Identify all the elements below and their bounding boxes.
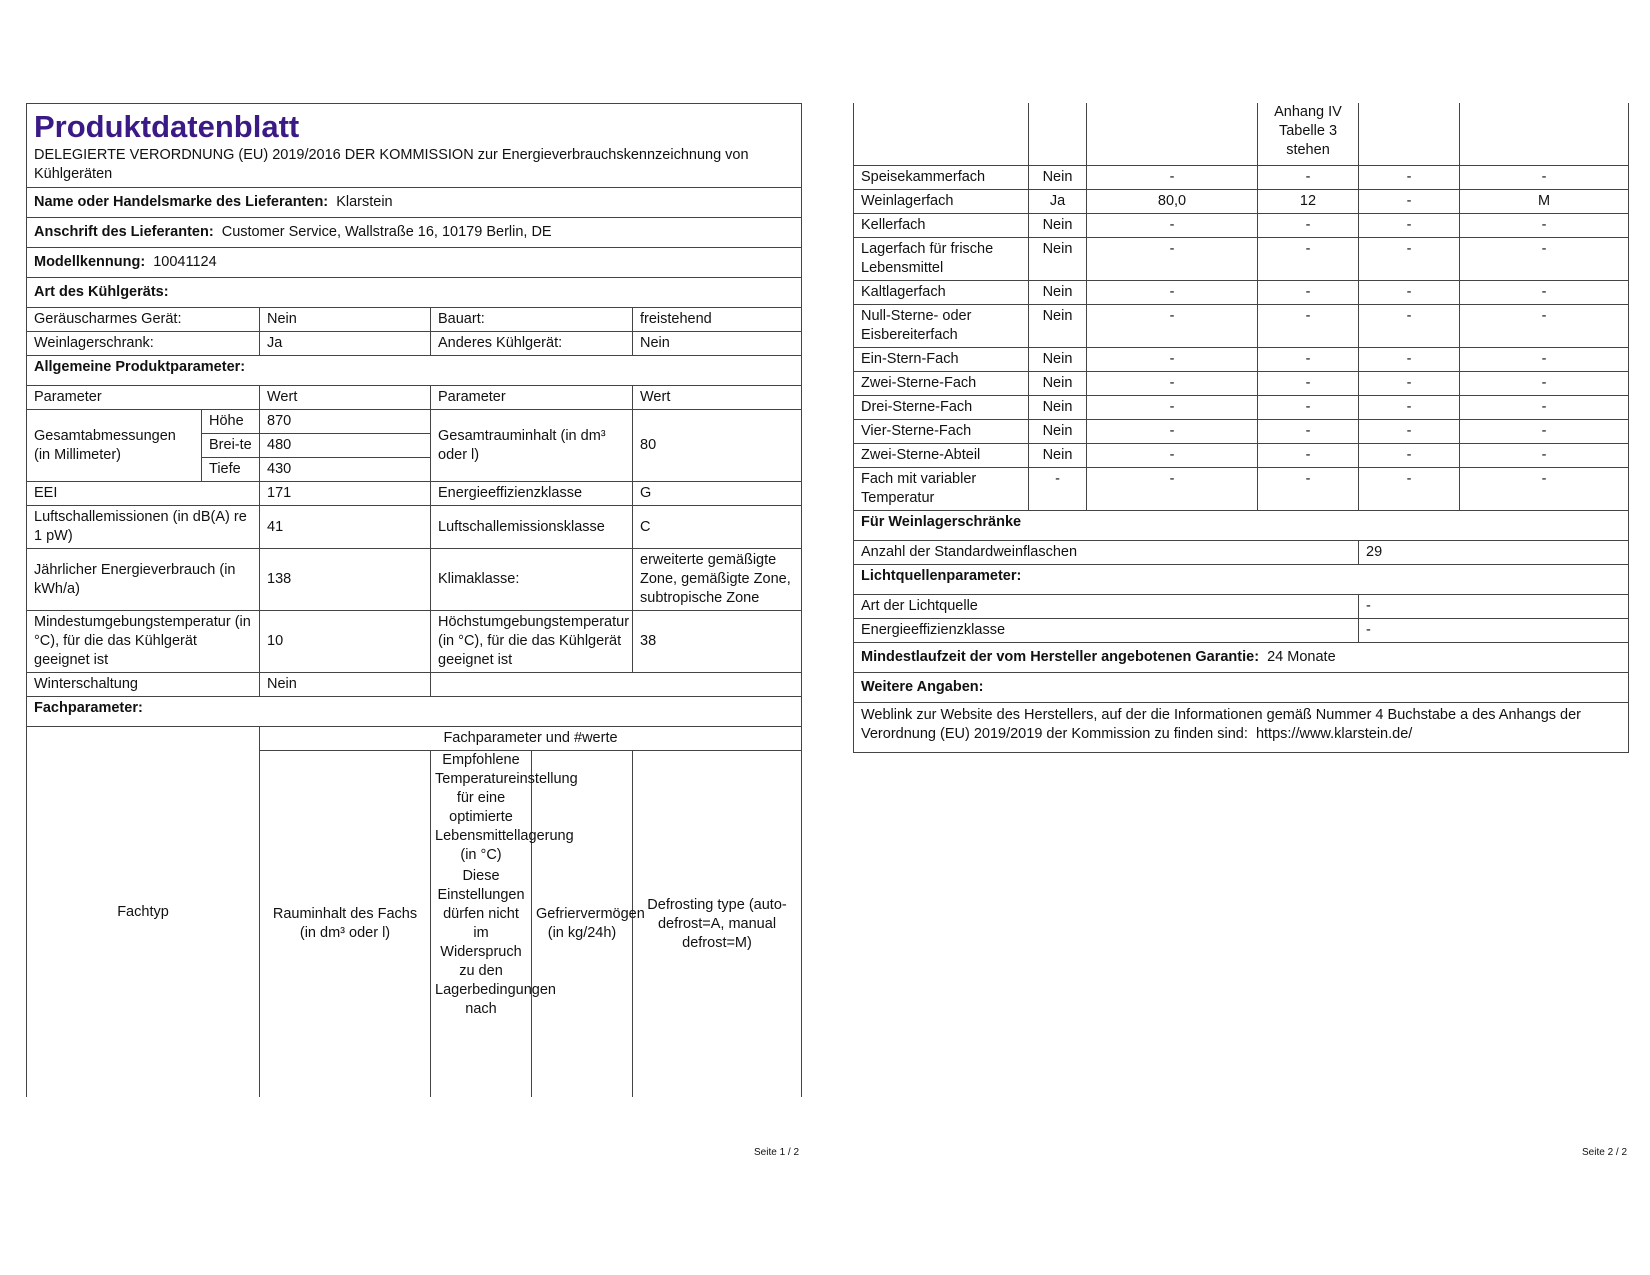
compartment-name: Speisekammerfach [854,166,1029,190]
model-label: Modellkennung: [34,254,146,270]
compartment-freezing-capacity: - [1359,214,1460,238]
compartment-row [854,214,1629,238]
warranty-label: Mindestlaufzeit der vom Hersteller angebotenen Garantie: [861,649,1260,665]
light-section-heading: Lichtquellenparameter: [854,565,1629,595]
compartment-temp: - [1258,214,1359,238]
winter-switch-label: Winterschaltung [27,673,260,697]
compartment-temp: - [1258,166,1359,190]
compartment-defrost-type: - [1460,214,1629,238]
compartment-freezing-capacity: - [1359,468,1460,511]
noise-value: 41 [260,506,431,549]
compartment-defrost-type: M [1460,190,1629,214]
compartment-volume: - [1087,396,1258,420]
compartment-rows [854,166,1629,511]
light-energy-class-label: Energieeffizienzklasse [854,619,1359,643]
light-energy-class-value: - [1359,619,1629,643]
compartment-volume: - [1087,468,1258,511]
compartment-name: Kellerfach [854,214,1029,238]
compartment-freezing-capacity: - [1359,348,1460,372]
depth-label: Tiefe [202,458,260,482]
compartment-row [854,468,1629,511]
height-label: Höhe [202,410,260,434]
page-1 [26,103,801,1097]
compartment-defrost-type: - [1460,468,1629,511]
wine-cabinet-value: Ja [260,332,431,356]
low-noise-label: Geräuscharmes Gerät: [27,308,260,332]
total-volume-label: Gesamtrauminhalt (in dm³ oder l) [431,410,633,482]
compartment-temp: - [1258,372,1359,396]
min-ambient-temp-value: 10 [260,611,431,673]
compartment-freezing-capacity: - [1359,166,1460,190]
compartment-temp: - [1258,420,1359,444]
page-number-2: Seite 2 / 2 [1582,1147,1628,1158]
col-header-parameter: Parameter [27,386,260,410]
model-value: 10041124 [153,254,217,270]
compartment-defrost-type: - [1460,305,1629,348]
compartment-present: Nein [1029,214,1087,238]
compartment-volume: - [1087,348,1258,372]
compartment-row [854,190,1629,214]
compartment-defrost-type: - [1460,372,1629,396]
supplier-address-label: Anschrift des Lieferanten: [34,224,214,240]
max-ambient-temp-label: Höchstumgebungstemperatur (in °C), für die das Kühlgerät geeignet ist [431,611,633,673]
winter-switch-value: Nein [260,673,431,697]
wine-bottles-value: 29 [1359,541,1629,565]
compartment-defrost-type: - [1460,444,1629,468]
warranty-value: 24 Monate [1267,649,1336,665]
compartment-volume: - [1087,281,1258,305]
compartment-row [854,444,1629,468]
compartment-row [854,396,1629,420]
climate-class-label: Klimaklasse: [431,549,633,611]
light-type-value: - [1359,595,1629,619]
datasheet-table-page1 [26,103,802,1097]
supplier-name-label: Name oder Handelsmarke des Lieferanten: [34,194,329,210]
compartment-temp: - [1258,348,1359,372]
compartment-present: Nein [1029,238,1087,281]
dimensions-label: Gesamtabmessungen (in Millimeter) [27,410,202,482]
compartment-volume: - [1087,214,1258,238]
compartment-freezing-capacity: - [1359,281,1460,305]
wine-cabinet-label: Weinlagerschrank: [27,332,260,356]
width-value: 480 [260,434,431,458]
eei-value: 171 [260,482,431,506]
compartment-row [854,305,1629,348]
compartment-row [854,166,1629,190]
total-volume-value: 80 [633,410,802,482]
compartment-name: Ein-Stern-Fach [854,348,1029,372]
compartment-present: Nein [1029,348,1087,372]
compartment-defrost-type: - [1460,166,1629,190]
compartment-temp: - [1258,468,1359,511]
compartment-present: Nein [1029,305,1087,348]
page-2 [853,103,1628,753]
compartment-temp: - [1258,305,1359,348]
compartment-name: Kaltlagerfach [854,281,1029,305]
supplier-name-value: Klarstein [336,194,393,210]
compartment-volume: - [1087,420,1258,444]
climate-class-value: erweiterte gemäßigte Zone, gemäßigte Zone, subtropische Zone [633,549,802,611]
compartment-present: Nein [1029,372,1087,396]
col-header-value: Wert [260,386,431,410]
col-header-value-2: Wert [633,386,802,410]
supplier-address-value: Customer Service, Wallstraße 16, 10179 Berlin, DE [221,224,552,240]
compartment-present: Nein [1029,396,1087,420]
compartment-defrost-type: - [1460,348,1629,372]
compartment-present: Nein [1029,166,1087,190]
noise-label: Luftschallemissionen (in dB(A) re 1 pW) [27,506,260,549]
recommended-temp-note: Diese Einstellungen dürfen nicht im Widerspruch zu den Lagerbedingungen nach [435,868,556,1017]
compartment-temp: - [1258,238,1359,281]
low-noise-value: Nein [260,308,431,332]
further-info-text: Weblink zur Website des Herstellers, auf der die Informationen gemäß Nummer 4 Buchstabe a des Anhangs der Verordnung (EU) 2019/2019 der Kommission zu finden sind: [861,707,1581,742]
compartment-volume: 80,0 [1087,190,1258,214]
compartment-freezing-capacity: - [1359,420,1460,444]
compartment-freezing-capacity: - [1359,444,1460,468]
compartment-present: Nein [1029,420,1087,444]
compartment-defrost-type: - [1460,281,1629,305]
width-label: Brei-te [202,434,260,458]
compartment-present: - [1029,468,1087,511]
datasheet-table-page2 [853,103,1629,753]
compartment-volume: - [1087,305,1258,348]
col-header-compartment-group: Fachparameter und #werte [260,727,802,751]
compartment-freezing-capacity: - [1359,396,1460,420]
compartment-present: Nein [1029,281,1087,305]
height-value: 870 [260,410,431,434]
col-header-defrost-type: Defrosting type (auto-defrost=A, manual defrost=M) [633,751,802,1098]
compartment-freezing-capacity: - [1359,372,1460,396]
recommended-temp-continued: Anhang IV Tabelle 3 stehen [1258,103,1359,166]
compartment-freezing-capacity: - [1359,238,1460,281]
compartment-volume: - [1087,166,1258,190]
energy-class-value: G [633,482,802,506]
compartment-name: Fach mit variabler Temperatur [854,468,1029,511]
general-params-heading: Allgemeine Produktparameter: [27,356,802,386]
further-info-heading: Weitere Angaben: [854,673,1629,703]
compartment-volume: - [1087,444,1258,468]
compartment-name: Lagerfach für frische Lebensmittel [854,238,1029,281]
recommended-temp-text: Empfohlene Temperatureinstellung für eine optimierte Lebensmittellagerung (in °C) [435,752,578,863]
compartment-name: Drei-Sterne-Fach [854,396,1029,420]
compartment-row [854,238,1629,281]
compartment-defrost-type: - [1460,420,1629,444]
max-ambient-temp-value: 38 [633,611,802,673]
min-ambient-temp-label: Mindestumgebungstemperatur (in °C), für die das Kühlgerät geeignet ist [27,611,260,673]
regulation-subtitle: DELEGIERTE VERORDNUNG (EU) 2019/2016 DER KOMMISSION zur Energieverbrauchskennzeichnung von Kühlgeräten [34,147,749,182]
noise-class-value: C [633,506,802,549]
compartment-defrost-type: - [1460,396,1629,420]
wine-section-heading: Für Weinlagerschränke [854,511,1629,541]
compartment-name: Vier-Sterne-Fach [854,420,1029,444]
compartment-row [854,420,1629,444]
design-label: Bauart: [431,308,633,332]
page-title: Produktdatenblatt [34,109,300,144]
compartment-params-heading: Fachparameter: [27,697,802,727]
compartment-defrost-type: - [1460,238,1629,281]
compartment-name: Zwei-Sterne-Abteil [854,444,1029,468]
device-type-heading: Art des Kühlgeräts: [27,278,802,308]
depth-value: 430 [260,458,431,482]
other-device-value: Nein [633,332,802,356]
col-header-parameter-2: Parameter [431,386,633,410]
compartment-present: Ja [1029,190,1087,214]
compartment-temp: - [1258,444,1359,468]
compartment-name: Zwei-Sterne-Fach [854,372,1029,396]
manufacturer-weblink[interactable]: https://www.klarstein.de/ [1255,726,1413,742]
col-header-recommended-temp [431,751,578,1098]
annual-consumption-label: Jährlicher Energieverbrauch (in kWh/a) [27,549,260,611]
compartment-row [854,372,1629,396]
compartment-temp: 12 [1258,190,1359,214]
design-value: freistehend [633,308,802,332]
col-header-compartment-type: Fachtyp [27,727,260,1098]
col-header-volume: Rauminhalt des Fachs (in dm³ oder l) [260,751,431,1098]
compartment-row [854,348,1629,372]
light-type-label: Art der Lichtquelle [854,595,1359,619]
compartment-temp: - [1258,396,1359,420]
other-device-label: Anderes Kühlgerät: [431,332,633,356]
compartment-row [854,281,1629,305]
compartment-freezing-capacity: - [1359,190,1460,214]
compartment-freezing-capacity: - [1359,305,1460,348]
compartment-volume: - [1087,372,1258,396]
wine-bottles-label: Anzahl der Standardweinflaschen [854,541,1359,565]
page-number-1: Seite 1 / 2 [754,1147,800,1158]
noise-class-label: Luftschallemissionsklasse [431,506,633,549]
energy-class-label: Energieeffizienzklasse [431,482,633,506]
col-header-freezing-capacity: Gefriervermögen (in kg/24h) [532,751,633,1098]
compartment-temp: - [1258,281,1359,305]
eei-label: EEI [27,482,260,506]
compartment-name: Weinlagerfach [854,190,1029,214]
compartment-name: Null-Sterne- oder Eisbereiterfach [854,305,1029,348]
annual-consumption-value: 138 [260,549,431,611]
compartment-volume: - [1087,238,1258,281]
compartment-present: Nein [1029,444,1087,468]
